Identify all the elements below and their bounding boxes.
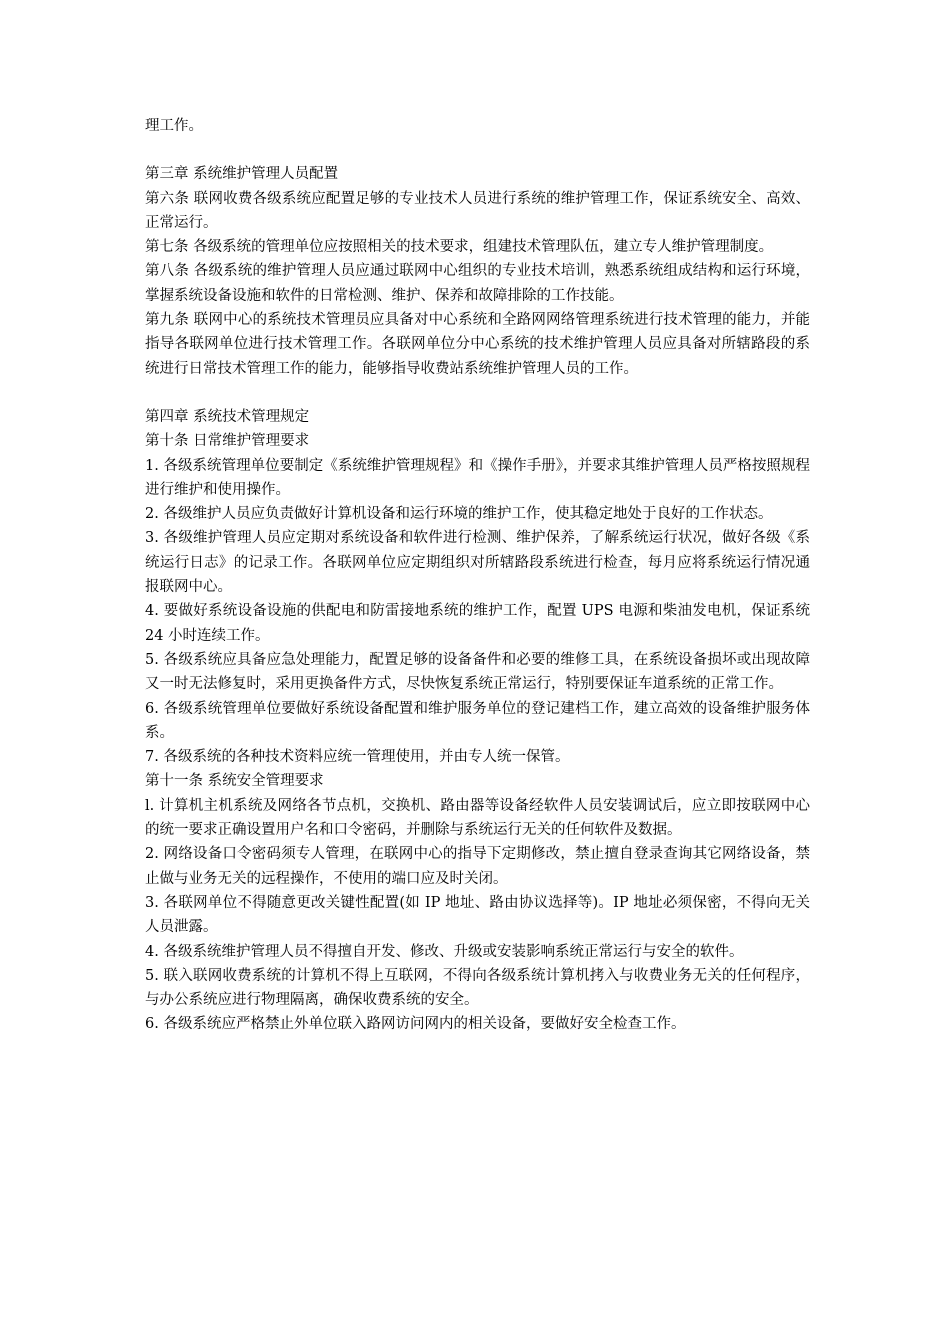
chapter-3-heading: 第三章 系统维护管理人员配置 [145,166,339,183]
paragraph-continuation: 理工作。 [145,118,203,134]
article-11-item-4: 4. 各级系统维护管理人员不得擅自开发、修改、升级或安装影响系统正常运行与安全的软件。 [145,943,744,960]
article-10-item-6: 6. 各级系统管理单位要做好系统设备配置和维护服务单位的登记建档工作，建立高效的设备维护服务体系。 [145,700,810,741]
article-11-heading: 第十一条 系统安全管理要求 [145,773,324,790]
article-10-item-2: 2. 各级维护人员应负责做好计算机设备和运行环境的维护工作，使其稳定地处于良好的工作状态。 [145,506,773,523]
article-11-item-2: 2. 网络设备口令密码须专人管理，在联网中心的指导下定期修改，禁止擅自登录查询其它网络设备，禁止做与业务无关的远程操作，不使用的端口应及时关闭。 [145,846,810,887]
article-11-item-1: l. 计算机主机系统及网络各节点机，交换机、路由器等设备经软件人员安装调试后，应立即按联网中心的统一要求正确设置用户名和口令密码，并删除与系统运行无关的任何软件及数据。 [145,797,810,839]
article-10-item-4: 4. 要做好系统设备设施的供配电和防雷接地系统的维护工作，配置 UPS 电源和柴油发电机，保证系统 24 小时连续工作。 [145,603,810,644]
article-10-item-7: 7. 各级系统的各种技术资料应统一管理使用，并由专人统一保管。 [145,749,570,766]
article-11-item-3: 3. 各联网单位不得随意更改关键性配置(如 IP 地址、路由协议选择等)。IP 地址必须保密，不得向无关人员泄露。 [145,894,810,936]
article-10-item-5: 5. 各级系统应具备应急处理能力，配置足够的设备备件和必要的维修工具，在系统设备损坏或出现故障又一时无法修复时，采用更换备件方式，尽快恢复系统正常运行，特别要保证车道系统的正常工作。 [145,651,810,693]
article-7: 第七条 各级系统的管理单位应按照相关的技术要求，组建技术管理队伍，建立专人维护管理制度。 [145,239,774,256]
article-8: 第八条 各级系统的维护管理人员应通过联网中心组织的专业技术培训，熟悉系统组成结构和运行环境，掌握系统设备设施和软件的日常检测、维护、保养和故障排除的工作技能。 [145,263,810,304]
article-11-item-6: 6. 各级系统应严格禁止外单位联入路网访问网内的相关设备，要做好安全检查工作。 [145,1016,686,1033]
article-10-heading: 第十条 日常维护管理要求 [145,433,310,450]
article-10-item-1: 1. 各级系统管理单位要制定《系统维护管理规程》和《操作手册》，并要求其维护管理人员严格按照规程进行维护和使用操作。 [145,457,810,498]
document-page [145,114,810,1037]
chapter-4-heading: 第四章 系统技术管理规定 [145,408,310,425]
blank-line [145,138,810,162]
article-11-item-5: 5. 联入联网收费系统的计算机不得上互联网，不得向各级系统计算机拷入与收费业务无关的任何程序，与办公系统应进行物理隔离，确保收费系统的安全。 [145,967,810,1009]
article-10-item-3: 3. 各级维护管理人员应定期对系统设备和软件进行检测、维护保养，了解系统运行状况，做好各级《系统运行日志》的记录工作。各联网单位应定期组织对所辖路段系统进行检查，每月应将系统运行情况通报联网中心。 [145,530,810,596]
article-6: 第六条 联网收费各级系统应配置足够的专业技术人员进行系统的维护管理工作，保证系统安全、高效、正常运行。 [145,190,810,231]
blank-line [145,381,810,405]
article-9: 第九条 联网中心的系统技术管理员应具备对中心系统和全路网网络管理系统进行技术管理的能力，并能指导各联网单位进行技术管理工作。各联网单位分中心系统的技术维护管理人员应具备对所辖路段的系统进行日常技术管理工作的能力，能够指导收费站系统维护管理人员的工作。 [145,312,810,377]
